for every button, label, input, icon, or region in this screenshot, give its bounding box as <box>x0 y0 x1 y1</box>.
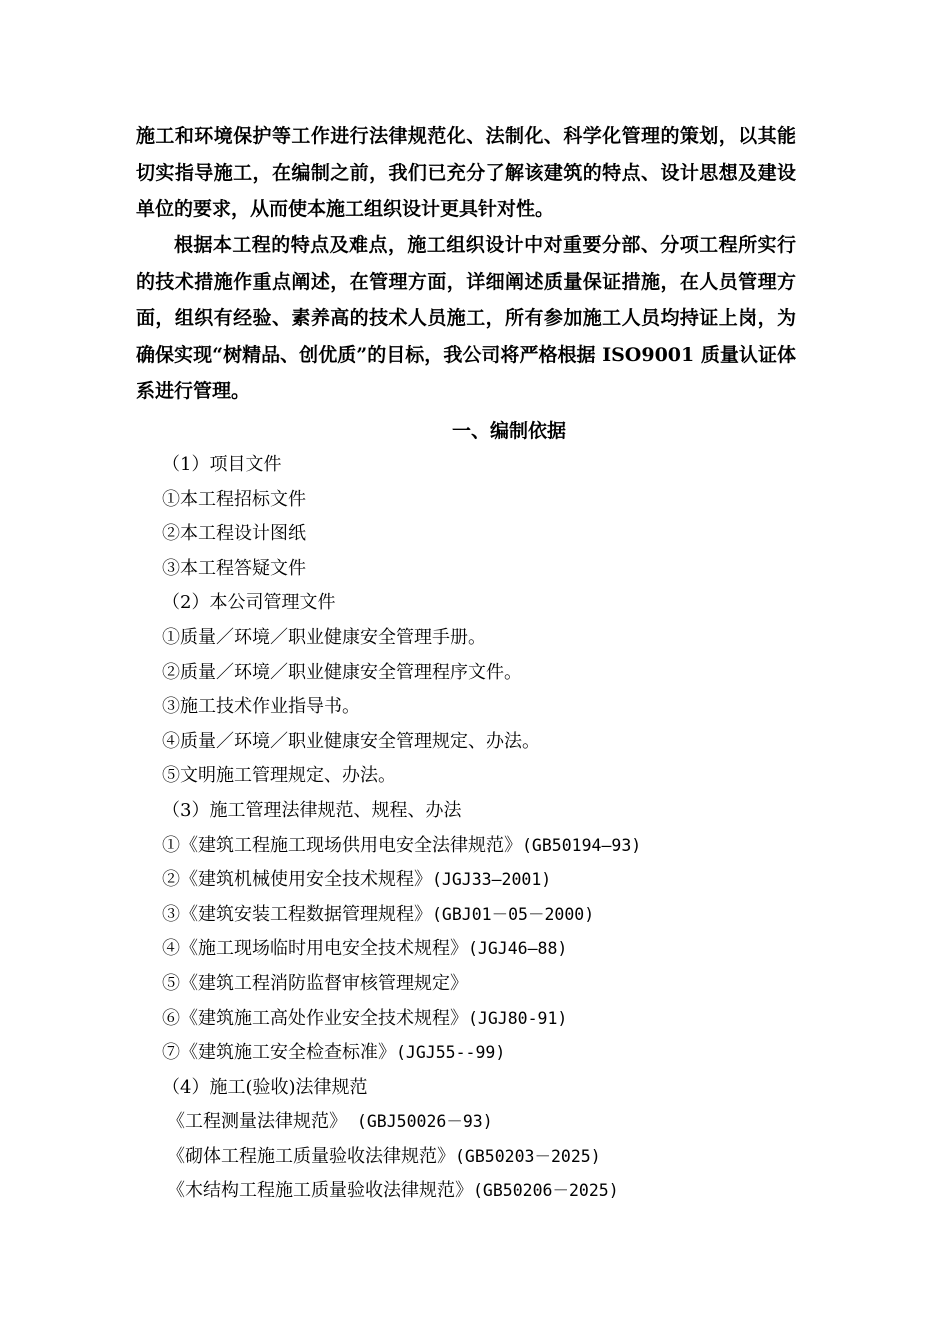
list-item <box>0 483 641 518</box>
list-item <box>0 448 641 483</box>
list-item-text: ③《建筑安装工程数据管理规程》 <box>162 903 432 925</box>
list-item <box>0 690 641 725</box>
list-item-text: ④质量／环境／职业健康安全管理规定、办法。 <box>162 730 540 752</box>
list-item-text: ⑦《建筑施工安全检查标准》 <box>162 1042 396 1064</box>
list-item: ⑥《建筑施工高处作业安全技术规程》(JGJ80-91) <box>162 1007 568 1029</box>
list-item <box>0 759 641 794</box>
list-item-text: （2）本公司管理文件 <box>162 592 336 614</box>
list-item-text: ③施工技术作业指导书。 <box>162 696 360 718</box>
intro-paragraph-1: 施工和环境保护等工作进行法律规范化、法制化、科学化管理的策划，以其能切实指导施工，在编制之前，我们已充分了解该建筑的特点、设计思想及建设单位的要求，从而使本施工组织设计更具针对性。 <box>136 125 796 220</box>
list-item-text: 《工程测量法律规范》 <box>167 1111 347 1133</box>
list-item <box>0 552 641 587</box>
list-item: 《工程测量法律规范》 (GBJ50026－93) <box>167 1111 493 1133</box>
list-item <box>0 725 641 760</box>
list-item <box>0 621 641 656</box>
list-item-text: ②质量／环境／职业健康安全管理程序文件。 <box>162 661 522 683</box>
list-item-text: ①《建筑工程施工现场供用电安全法律规范》 <box>162 834 522 856</box>
list-item: 《木结构工程施工质量验收法律规范》(GB50206－2025) <box>167 1180 619 1202</box>
list-item-text: ①本工程招标文件 <box>162 488 306 510</box>
list-item-text: 《木结构工程施工质量验收法律规范》 <box>167 1180 473 1202</box>
list-item: ①《建筑工程施工现场供用电安全法律规范》(GB50194—93) <box>162 834 642 856</box>
list-item-text: （1）项目文件 <box>162 454 282 475</box>
list-item-text: ②《建筑机械使用安全技术规程》 <box>162 869 432 891</box>
list-item-text: ③本工程答疑文件 <box>162 557 306 579</box>
intro-paragraph-2: 根据本工程的特点及难点，施工组织设计中对重要分部、分项工程所实行的技术措施作重点阐述，在管理方面，详细阐述质量保证措施，在人员管理方面，组织有经验、素养高的技术人员施工，所有参加施工人员均持证上岗，为确保实现“树精品、创优质”的目标，我公司将严格根据 ISO9001 质量认证体系进行管理。 <box>136 234 796 402</box>
list-item-text: ④《施工现场临时用电安全技术规程》 <box>162 938 468 960</box>
list-item: ⑦《建筑施工安全检查标准》(JGJ55--99) <box>162 1042 506 1064</box>
list-item: ②《建筑机械使用安全技术规程》(JGJ33—2001) <box>162 869 552 891</box>
list-item-text: 《砌体工程施工质量验收法律规范》 <box>167 1145 455 1167</box>
list-item <box>0 967 641 1002</box>
list-item-text: ②本工程设计图纸 <box>162 523 306 545</box>
list-item <box>0 586 641 621</box>
list-item-text: （4）施工(验收)法律规范 <box>162 1076 368 1098</box>
list-item: 《砌体工程施工质量验收法律规范》(GB50203－2025) <box>167 1145 601 1167</box>
list-item <box>0 656 641 691</box>
basis-list <box>0 448 641 1209</box>
list-item <box>0 517 641 552</box>
list-item <box>0 1071 641 1106</box>
section-heading: 一、编制依据 <box>451 420 566 442</box>
list-item-text: ①质量／环境／职业健康安全管理手册。 <box>162 626 486 648</box>
list-item-text: （3）施工管理法律规范、规程、办法 <box>162 799 462 821</box>
list-item: ③《建筑安装工程数据管理规程》(GBJ01－05－2000) <box>162 903 595 925</box>
list-item-text: ⑤文明施工管理规定、办法。 <box>162 765 396 787</box>
list-item-text: ⑤《建筑工程消防监督审核管理规定》 <box>162 972 468 994</box>
list-item-text: ⑥《建筑施工高处作业安全技术规程》 <box>162 1007 468 1029</box>
list-item <box>0 794 641 829</box>
list-item: ④《施工现场临时用电安全技术规程》(JGJ46—88) <box>162 938 568 960</box>
